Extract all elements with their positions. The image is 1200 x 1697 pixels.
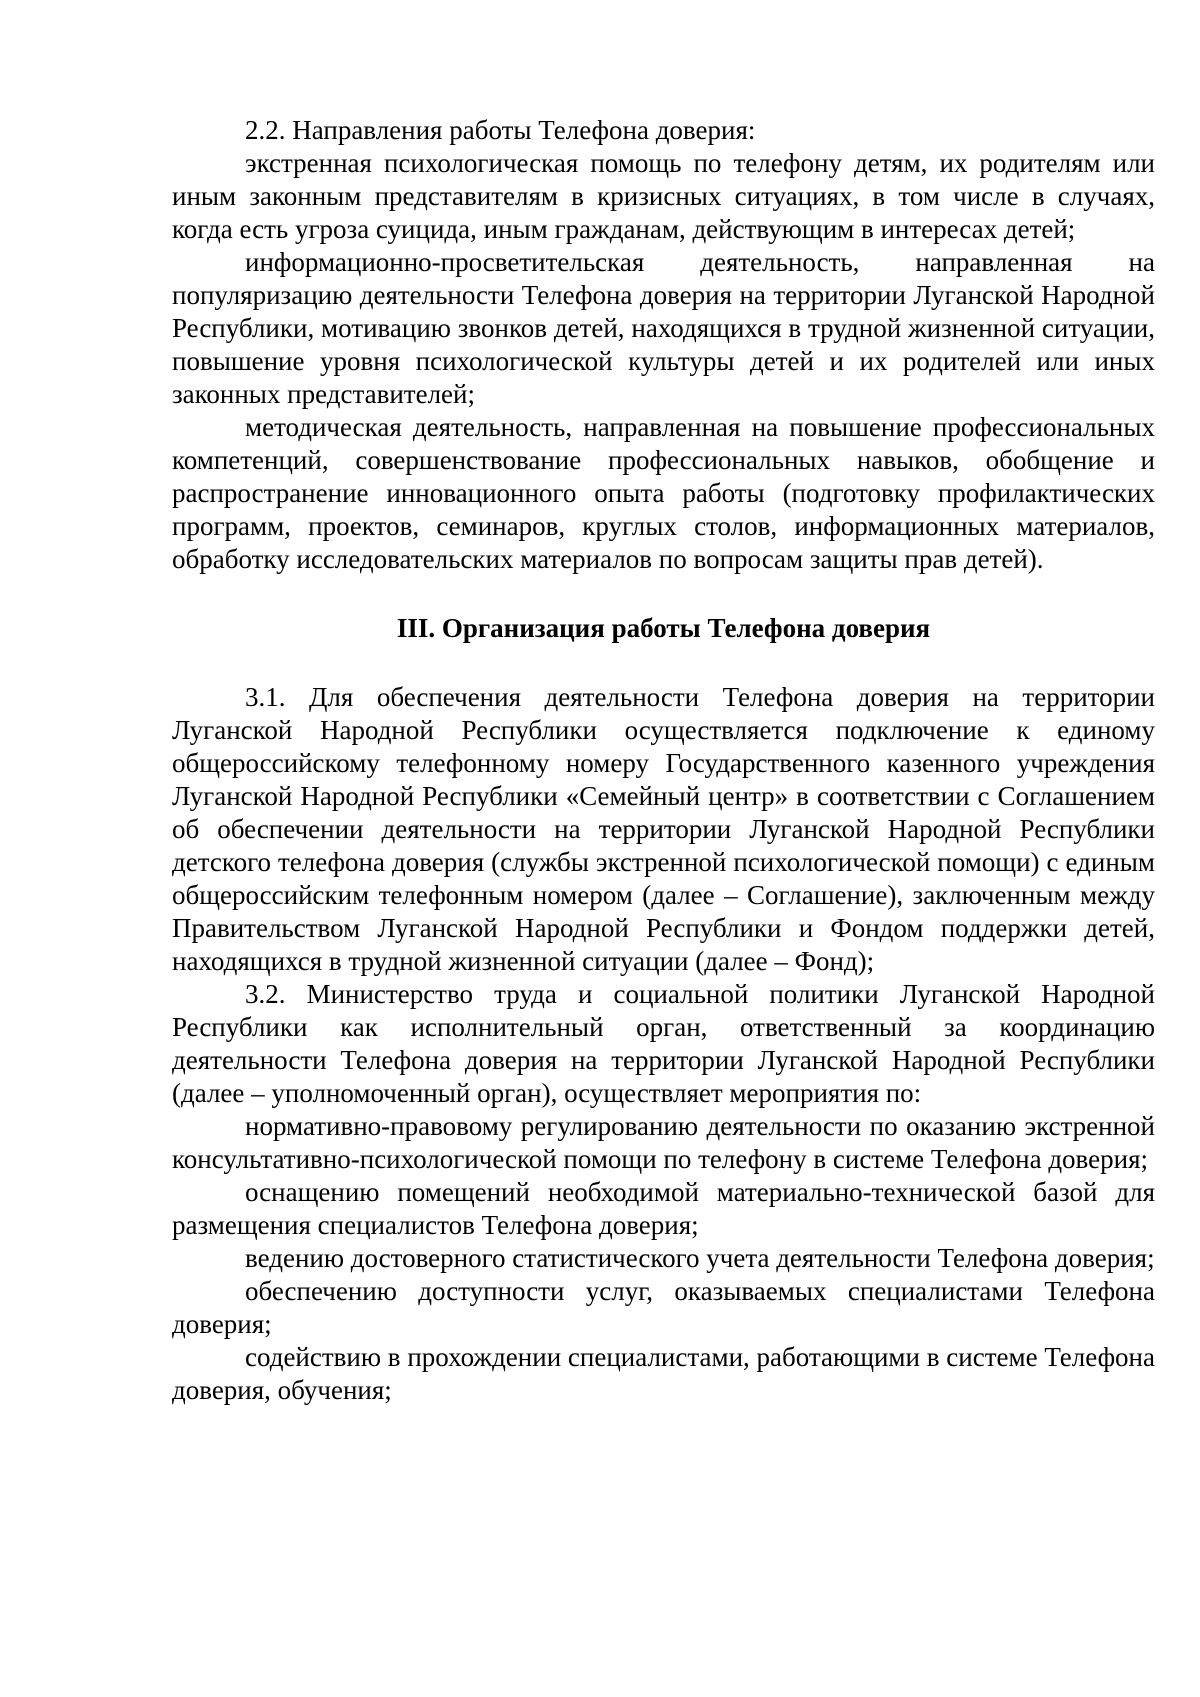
list-item-training: содействию в прохождении специалистами, работающими в системе Телефона доверия, обучения; <box>172 1342 1155 1405</box>
paragraph-emergency-help: экстренная психологическая помощь по телефону детям, их родителям или иным законным представителям в кризисных ситуациях, в том числе в случаях, когда есть угроза суицида, иным гражданам, действующим в интересах детей; <box>172 148 1155 244</box>
list-item-accessibility: обеспечению доступности услуг, оказываемых специалистами Телефона доверия; <box>172 1276 1155 1339</box>
paragraph-3-2: 3.2. Министерство труда и социальной политики Луганской Народной Республики как исполнительный орган, ответственный за координацию деятельности Телефона доверия на территории Луганской Народной Республики (далее – уполномоченный орган), осуществляет мероприятия по: <box>172 979 1155 1108</box>
paragraph-methodical-activity: методическая деятельность, направленная на повышение профессиональных компетенций, совершенствование профессиональных навыков, обобщение и распространение инновационного опыта работы (подготовку профилактических программ, проектов, семинаров, круглых столов, информационных материалов, обработку исследовательских материалов по вопросам защиты прав детей). <box>172 412 1155 574</box>
section-heading: III. Организация работы Телефона доверия <box>396 613 931 643</box>
paragraph-information-activity: информационно-просветительская деятельность, направленная на популяризацию деятельности Телефона доверия на территории Луганской Народной Республики, мотивацию звонков детей, находящихся в трудной жизненной ситуации, повышение уровня психологической культуры детей и их родителей или иных законных представителей; <box>172 247 1155 409</box>
paragraph-3-1: 3.1. Для обеспечения деятельности Телефона доверия на территории Луганской Народной Республики осуществляется подключение к единому общероссийскому телефонному номеру Государственного казенного учреждения Луганской Народной Республики «Семейный центр» в соответствии с Соглашением об обеспечении деятельности на территории Луганской Народной Республики детского телефона доверия (службы экстренной психологической помощи) с единым общероссийским телефонным номером (далее – Соглашение), заключенным между Правительством Луганской Народной Республики и Фондом поддержки детей, находящихся в трудной жизненной ситуации (далее – Фонд); <box>172 682 1155 976</box>
list-item-regulation: нормативно-правовому регулированию деятельности по оказанию экстренной консультативно-психологической помощи по телефону в системе Телефона доверия; <box>172 1111 1155 1174</box>
document-body <box>172 114 1155 1407</box>
list-item-equipment: оснащению помещений необходимой материально-технической базой для размещения специалистов Телефона доверия; <box>172 1177 1155 1240</box>
paragraph-2-2-heading: 2.2. Направления работы Телефона доверия: <box>245 115 756 145</box>
list-item-statistics: ведению достоверного статистического учета деятельности Телефона доверия; <box>245 1243 1155 1273</box>
